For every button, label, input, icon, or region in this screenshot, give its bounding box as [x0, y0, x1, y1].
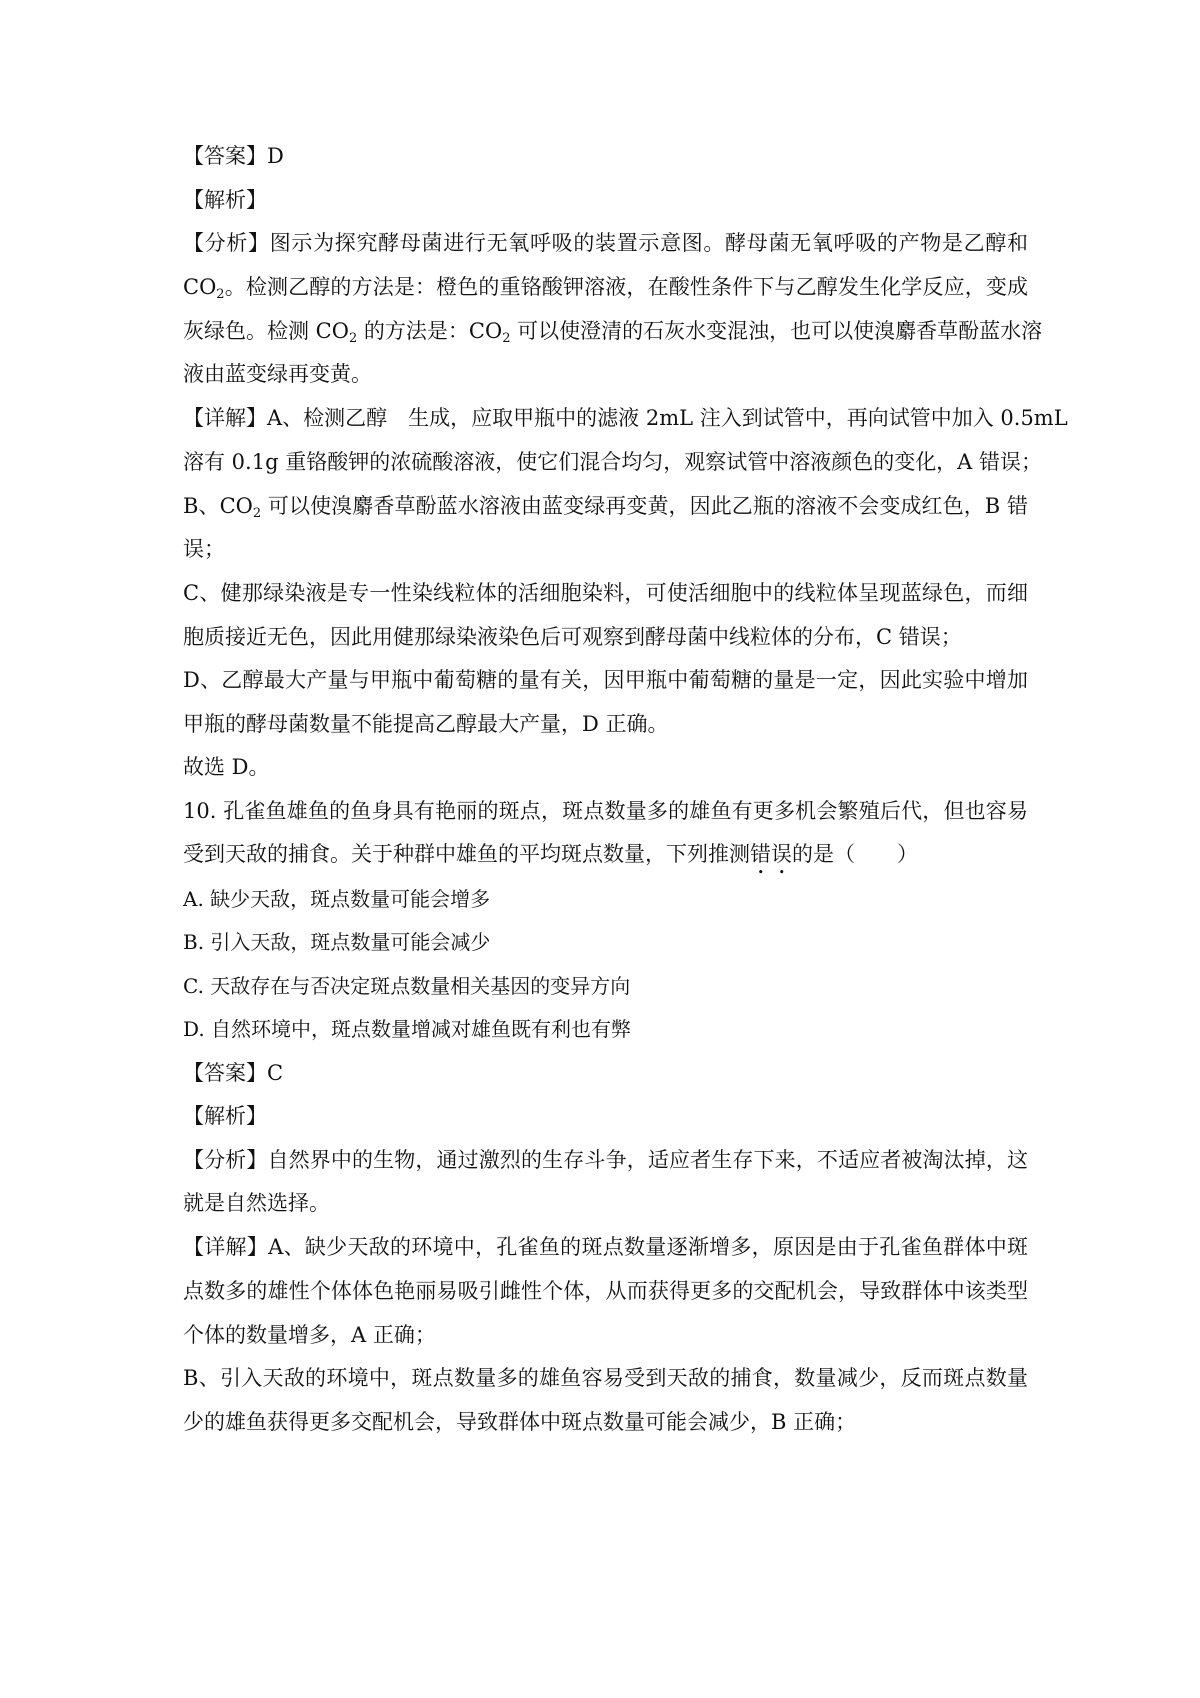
xiangjie-paragraph-line: 溶有 0.1g 重铬酸钾的浓硫酸溶液，使它们混合均匀，观察试管中溶液颜色的变化，A 错误；	[183, 450, 1043, 474]
xiangjie-paragraph-line: 胞质接近无色，因此用健那绿染液染色后可观察到酵母菌中线粒体的分布，C 错误；	[183, 625, 962, 649]
xiangjie-paragraph-line: 甲瓶的酵母菌数量不能提高乙醇最大产量，D 正确。	[183, 712, 669, 736]
xiangjie-paragraph-line: D、乙醇最大产量与甲瓶中葡萄糖的量有关，因甲瓶中葡萄糖的量是一定，因此实验中增加	[183, 668, 1028, 692]
xiangjie-label: 【详解】	[183, 1235, 269, 1259]
answer-line	[183, 1058, 1028, 1088]
xiangjie-paragraph-line: B、引入天敌的环境中，斑点数量多的雄鱼容易受到天敌的捕食，数量减少，反而斑点数量	[183, 1366, 1028, 1390]
xiangjie-paragraph-line	[183, 1232, 1028, 1262]
question-text: 受到天敌的捕食。关于种群中雄鱼的平均斑点数量，下列推测	[183, 842, 750, 866]
question-stem-line	[183, 839, 1028, 879]
answer-label: 【答案】	[183, 144, 267, 168]
answer-value: D	[267, 144, 284, 168]
fenxi-text: 图示为探究酵母菌进行无氧呼吸的装置示意图。酵母菌无氧呼吸的产物是乙醇和	[269, 231, 1029, 255]
fenxi-text: 自然界中的生物，通过激烈的生存斗争，适应者生存下来，不适应者被淘汰掉，这	[267, 1148, 1028, 1172]
answer-value: C	[267, 1061, 284, 1085]
xiangjie-paragraph-line: C、健那绿染液是专一性染线粒体的活细胞染料，可使活细胞中的线粒体呈现蓝绿色，而细	[183, 581, 1028, 605]
fenxi-label: 【分析】	[183, 231, 270, 255]
fenxi-text: CO	[183, 275, 217, 299]
analysis-heading: 【解析】	[183, 188, 267, 212]
fenxi-text: 灰绿色。检测 CO	[183, 319, 349, 343]
option-b: B. 引入天敌，斑点数量可能会减少	[183, 930, 491, 954]
xiangjie-label: 【详解】	[183, 406, 267, 430]
subscript: 2	[502, 331, 511, 346]
fenxi-label: 【分析】	[183, 1148, 268, 1172]
question-text: 的是（ ）	[792, 842, 918, 866]
fenxi-text: 的方法是：CO	[357, 319, 503, 343]
xiangjie-paragraph-line	[183, 403, 1068, 433]
xiangjie-paragraph-line: 少的雄鱼获得更多交配机会，导致群体中斑点数量可能会减少，B 正确；	[183, 1410, 857, 1434]
fenxi-text: 。检测乙醇的方法是：橙色的重铬酸钾溶液，在酸性条件下与乙醇发生化学反应，变成	[224, 275, 1028, 299]
xiangjie-text: A、缺少天敌的环境中，孔雀鱼的斑点数量逐渐增多，原因是由于孔雀鱼群体中斑	[268, 1235, 1029, 1259]
fenxi-paragraph-line	[183, 228, 1028, 258]
fenxi-paragraph-line	[183, 316, 1043, 346]
xiangjie-paragraph-line: 点数多的雄性个体体色艳丽易吸引雌性个体，从而获得更多的交配机会，导致群体中该类型	[183, 1279, 1028, 1303]
fenxi-paragraph-line: 就是自然选择。	[183, 1191, 330, 1215]
emphasis-text: 错误	[750, 842, 792, 866]
answer-line	[183, 141, 1028, 171]
choice-line: 故选 D。	[183, 755, 270, 779]
subscript: 2	[348, 331, 358, 346]
question-stem-line: 10. 孔雀鱼雄鱼的鱼身具有艳丽的斑点，斑点数量多的雄鱼有更多机会繁殖后代，但也容易	[183, 799, 1028, 823]
option-d: D. 自然环境中，斑点数量增减对雄鱼既有利也有弊	[183, 1017, 632, 1041]
analysis-heading: 【解析】	[183, 1104, 267, 1128]
xiangjie-paragraph-line	[183, 491, 1028, 521]
subscript: 2	[252, 506, 262, 521]
fenxi-paragraph-line: 液由蓝变绿再变黄。	[183, 362, 372, 386]
option-c: C. 天敌存在与否决定斑点数量相关基因的变异方向	[183, 974, 631, 998]
answer-label: 【答案】	[183, 1061, 267, 1085]
fenxi-paragraph-line	[183, 1145, 1028, 1175]
subscript: 2	[216, 287, 225, 302]
xiangjie-text: B、CO	[183, 494, 253, 518]
xiangjie-text: 可以使溴麝香草酚蓝水溶液由蓝变绿再变黄，因此乙瓶的溶液不会变成红色，B 错	[261, 494, 1029, 518]
fenxi-text: 可以使澄清的石灰水变混浊，也可以使溴麝香草酚蓝水溶	[510, 319, 1043, 343]
xiangjie-text: A、检测乙醇 生成，应取甲瓶中的滤液 2mL 注入到试管中，再向试管中加入 0.5mL	[267, 406, 1068, 430]
xiangjie-paragraph-line: 个体的数量增多，A 正确；	[183, 1323, 436, 1347]
fenxi-paragraph-line	[183, 272, 1028, 302]
xiangjie-paragraph-line: 误；	[183, 537, 225, 561]
option-a: A. 缺少天敌，斑点数量可能会增多	[183, 887, 491, 911]
